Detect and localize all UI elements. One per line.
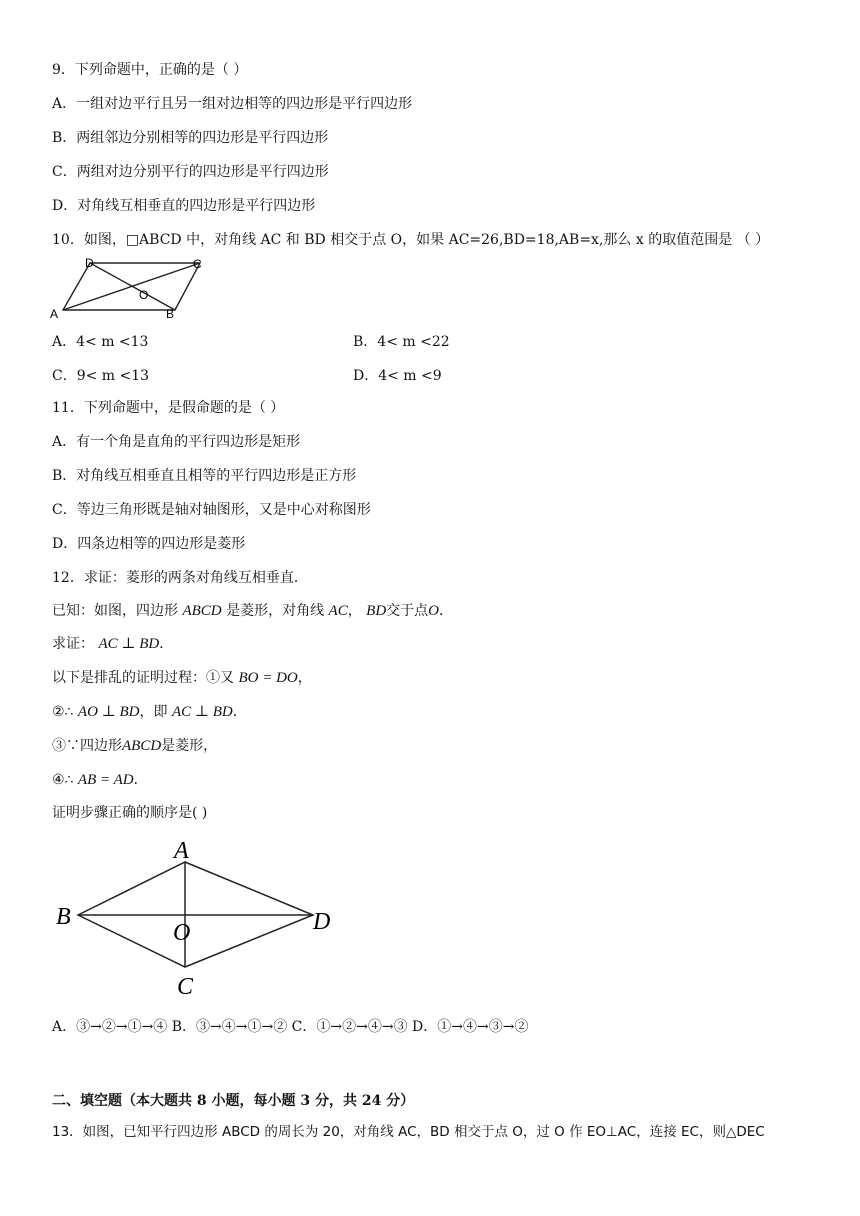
q10-stem: 10．如图，□ABCD 中，对角线 AC 和 BD 相交于点 O，如果 AC=26,BD=18,AB=x,那么 x 的取值范围是 （ ） (52, 232, 770, 248)
q12-step-2 (52, 702, 247, 722)
q12-given-quad: ABCD (182, 603, 222, 619)
q10-option-d: D．4< m <9 (353, 368, 442, 384)
q11-option-b: B．对角线互相垂直且相等的平行四边形是正方形 (52, 468, 357, 484)
q12-step-1 (52, 668, 312, 688)
q12-given-o: O (428, 603, 439, 619)
q12-given (52, 601, 453, 621)
q10-label-o: O (139, 288, 149, 302)
q9-option-b: B．两组邻边分别相等的四边形是平行四边形 (52, 130, 329, 146)
q12-prove-prefix: 求证： (52, 636, 94, 652)
q12-step-2-formula-2: AC ⊥ BD (171, 704, 233, 720)
q12-step-4-end: ． (133, 772, 148, 788)
q12-step-1-prefix: 以下是排乱的证明过程：①又 (52, 670, 234, 686)
q12-prove-formula: AC ⊥ BD (98, 636, 160, 652)
q9-option-c: C．两组对边分别平行的四边形是平行四边形 (52, 164, 329, 180)
q11-option-c: C．等边三角形既是轴对轴图形，又是中心对称图形 (52, 502, 371, 518)
q12-step-3-formula: ABCD (122, 738, 162, 754)
q12-step-4-formula: AB = AD (77, 772, 134, 788)
q11-stem: 11．下列命题中，是假命题的是（ ） (52, 400, 285, 416)
q12-given-suffix: 交于点 (386, 603, 429, 619)
q12-step-4 (52, 770, 148, 790)
q13-stem: 13．如图，已知平行四边形 ABCD 的周长为 20，对角线 AC，BD 相交于点 O，过 O 作 EO⊥AC，连接 EC，则△DEC (52, 1124, 765, 1140)
q12-given-prefix: 已知：如图，四边形 (52, 603, 178, 619)
q12-step-3 (52, 736, 217, 756)
q12-options: A．③→②→①→④ B．③→④→①→② C．①→②→④→③ D．①→④→③→② (52, 1019, 529, 1035)
q9-option-a: A．一组对边平行且另一组对边相等的四边形是平行四边形 (52, 96, 413, 112)
q12-prove (52, 634, 173, 654)
q12-step-1-end: ， (297, 670, 312, 686)
q12-label-o: O (173, 920, 191, 946)
q12-label-c: C (177, 974, 194, 1000)
q12-label-d: D (313, 909, 331, 935)
q10-option-a: A．4< m <13 (52, 334, 149, 350)
q12-step-2-end: ． (232, 704, 247, 720)
q12-step-1-formula: BO = DO (238, 670, 298, 686)
q12-step-2-prefix: ②∴ (52, 704, 74, 720)
section-2-title: 二、填空题（本大题共 8 小题，每小题 3 分，共 24 分） (52, 1093, 415, 1109)
q10-option-c: C．9< m <13 (52, 368, 150, 384)
q10-label-a: A (50, 307, 59, 321)
q12-given-ac: AC (328, 603, 348, 619)
q12-stem: 12．求证：菱形的两条对角线互相垂直． (52, 570, 308, 586)
q10-option-b: B．4< m <22 (353, 334, 450, 350)
q12-given-comma: ， (347, 603, 362, 619)
q12-given-bd: BD (366, 603, 387, 619)
q12-step-2-formula-1: AO ⊥ BD (77, 704, 140, 720)
q9-stem: 9．下列命题中，正确的是（ ） (52, 62, 248, 78)
q10-diagonal-bd (90, 263, 175, 310)
q10-parallelogram-figure (45, 252, 220, 322)
q12-step-3-end: 是菱形， (161, 738, 218, 754)
q12-rhombus-figure (50, 832, 350, 1004)
q12-order-question: 证明步骤正确的顺序是( ) (52, 805, 208, 821)
q12-prove-end: ． (159, 636, 174, 652)
q10-label-c: C (193, 257, 202, 271)
q12-given-end: ． (439, 603, 453, 619)
q12-step-2-mid: ，即 (139, 704, 168, 720)
q12-step-3-prefix: ③∵四边形 (52, 738, 122, 754)
q11-option-a: A．有一个角是直角的平行四边形是矩形 (52, 434, 301, 450)
q12-label-b: B (56, 904, 71, 930)
q11-option-d: D．四条边相等的四边形是菱形 (52, 536, 246, 552)
q9-option-d: D．对角线互相垂直的四边形是平行四边形 (52, 198, 316, 214)
q12-given-mid: 是菱形，对角线 (226, 603, 325, 619)
q12-step-4-prefix: ④∴ (52, 772, 74, 788)
q12-label-a: A (174, 838, 189, 864)
q10-label-b: B (166, 307, 175, 321)
q10-label-d: D (85, 256, 94, 270)
